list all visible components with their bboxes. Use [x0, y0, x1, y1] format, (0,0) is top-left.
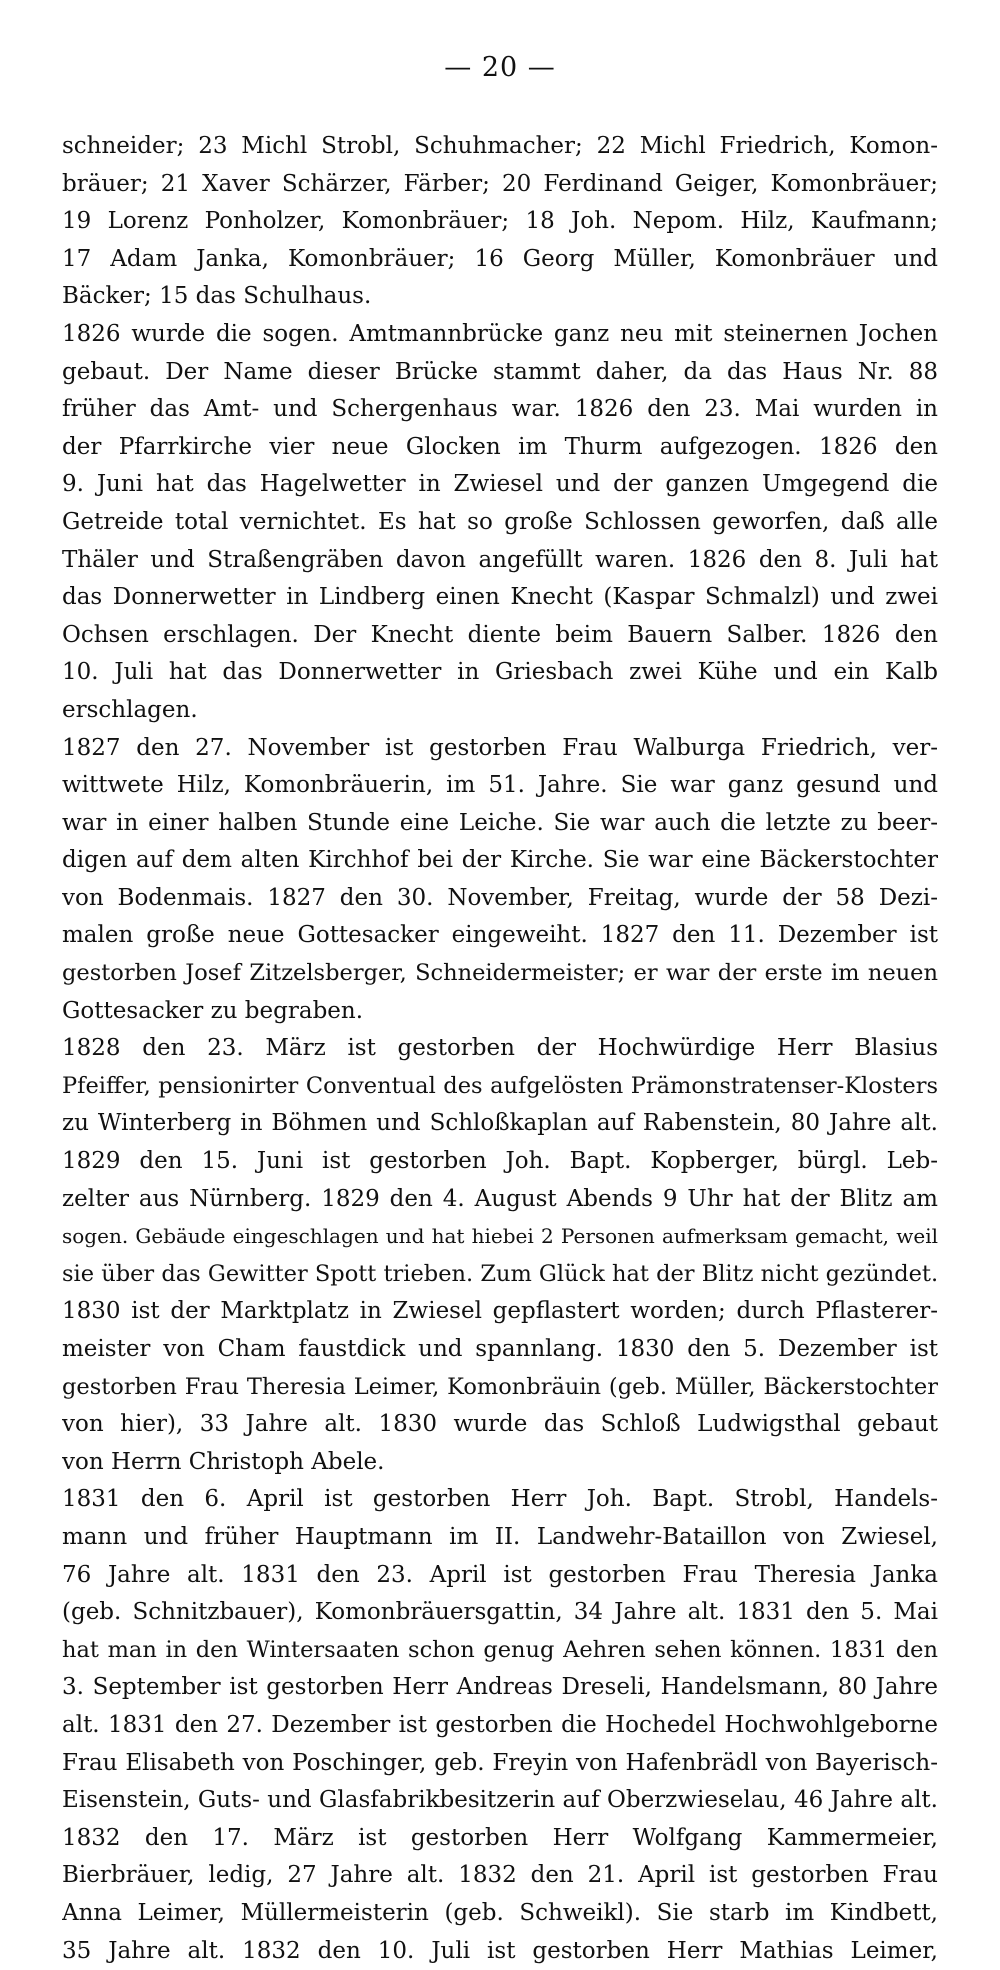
- text-line: von hier), 33 Jahre alt. 1830 wurde das Schloß Ludwigsthal gebaut: [62, 1406, 938, 1444]
- text-line: (geb. Schnitzbauer), Komonbräuersgattin, 34 Jahre alt. 1831 den 5. Mai: [62, 1594, 938, 1632]
- text-line: Bierbräuer, ledig, 27 Jahre alt. 1832 den 21. April ist gestorben Frau: [62, 1857, 938, 1895]
- text-line: von Bodenmais. 1827 den 30. November, Freitag, wurde der 58 Dezi-: [62, 880, 938, 918]
- text-line: sogen. Gebäude eingeschlagen und hat hiebei 2 Personen aufmerksam gemacht, weil: [62, 1218, 938, 1256]
- text-line: Thäler und Straßengräben davon angefüllt waren. 1826 den 8. Juli hat: [62, 542, 938, 580]
- text-line: von Herrn Christoph Abele.: [62, 1444, 938, 1482]
- text-line: digen auf dem alten Kirchhof bei der Kirche. Sie war eine Bäckerstochter: [62, 842, 938, 880]
- text-line: Pfeiffer, pensionirter Conventual des aufgelösten Prämonstratenser-Klosters: [62, 1068, 938, 1106]
- text-line: zu Winterberg in Böhmen und Schloßkaplan auf Rabenstein, 80 Jahre alt.: [62, 1105, 938, 1143]
- text-line: alt. 1831 den 27. Dezember ist gestorben die Hochedel Hochwohlgeborne: [62, 1707, 938, 1745]
- text-line: meister von Cham faustdick und spannlang. 1830 den 5. Dezember ist: [62, 1331, 938, 1369]
- text-line: Getreide total vernichtet. Es hat so große Schlossen geworfen, daß alle: [62, 504, 938, 542]
- text-line: Anna Leimer, Müllermeisterin (geb. Schweikl). Sie starb im Kindbett,: [62, 1895, 938, 1933]
- text-line: hat man in den Wintersaaten schon genug Aehren sehen können. 1831 den: [62, 1632, 938, 1670]
- text-line: 1829 den 15. Juni ist gestorben Joh. Bapt. Kopberger, bürgl. Leb-: [62, 1143, 938, 1181]
- text-line: Gottesacker zu begraben.: [62, 993, 938, 1031]
- text-line: 1827 den 27. November ist gestorben Frau Walburga Friedrich, ver-: [62, 730, 938, 768]
- text-line: 1832 den 17. März ist gestorben Herr Wolfgang Kammermeier,: [62, 1820, 938, 1858]
- text-line: schneider; 23 Michl Strobl, Schuhmacher; 22 Michl Friedrich, Komon-: [62, 128, 938, 166]
- text-line: war in einer halben Stunde eine Leiche. Sie war auch die letzte zu beer-: [62, 805, 938, 843]
- text-line: 1830 ist der Marktplatz in Zwiesel gepflastert worden; durch Pflasterer-: [62, 1293, 938, 1331]
- text-line: der Pfarrkirche vier neue Glocken im Thurm aufgezogen. 1826 den: [62, 429, 938, 467]
- text-line: mann und früher Hauptmann im II. Landwehr-Bataillon von Zwiesel,: [62, 1519, 938, 1557]
- text-line: 9. Juni hat das Hagelwetter in Zwiesel und der ganzen Umgegend die: [62, 466, 938, 504]
- text-line: 3. September ist gestorben Herr Andreas Dreseli, Handelsmann, 80 Jahre: [62, 1669, 938, 1707]
- text-line: früher das Amt- und Schergenhaus war. 1826 den 23. Mai wurden in: [62, 391, 938, 429]
- text-line: Bäcker; 15 das Schulhaus.: [62, 278, 938, 316]
- text-line: 1831 den 6. April ist gestorben Herr Joh. Bapt. Strobl, Handels-: [62, 1481, 938, 1519]
- text-line: zelter aus Nürnberg. 1829 den 4. August Abends 9 Uhr hat der Blitz am: [62, 1181, 938, 1219]
- text-line: gebaut. Der Name dieser Brücke stammt daher, da das Haus Nr. 88: [62, 354, 938, 392]
- text-line: Frau Elisabeth von Poschinger, geb. Freyin von Hafenbrädl von Bayerisch-: [62, 1745, 938, 1783]
- text-line: das Donnerwetter in Lindberg einen Knecht (Kaspar Schmalzl) und zwei: [62, 579, 938, 617]
- body-text: [62, 128, 938, 1970]
- text-line: erschlagen.: [62, 692, 938, 730]
- text-line: malen große neue Gottesacker eingeweiht. 1827 den 11. Dezember ist: [62, 917, 938, 955]
- text-line: wittwete Hilz, Komonbräuerin, im 51. Jahre. Sie war ganz gesund und: [62, 767, 938, 805]
- text-line: 1828 den 23. März ist gestorben der Hochwürdige Herr Blasius: [62, 1030, 938, 1068]
- text-line: sie über das Gewitter Spott trieben. Zum Glück hat der Blitz nicht gezündet.: [62, 1256, 938, 1294]
- text-line: 17 Adam Janka, Komonbräuer; 16 Georg Müller, Komonbräuer und: [62, 241, 938, 279]
- text-line: Ochsen erschlagen. Der Knecht diente beim Bauern Salber. 1826 den: [62, 617, 938, 655]
- text-line: gestorben Josef Zitzelsberger, Schneidermeister; er war der erste im neuen: [62, 955, 938, 993]
- text-line: bräuer; 21 Xaver Schärzer, Färber; 20 Ferdinand Geiger, Komonbräuer;: [62, 166, 938, 204]
- text-line: 76 Jahre alt. 1831 den 23. April ist gestorben Frau Theresia Janka: [62, 1557, 938, 1595]
- text-line: gestorben Frau Theresia Leimer, Komonbräuin (geb. Müller, Bäckerstochter: [62, 1369, 938, 1407]
- text-line: 19 Lorenz Ponholzer, Komonbräuer; 18 Joh. Nepom. Hilz, Kaufmann;: [62, 203, 938, 241]
- text-line: 1826 wurde die sogen. Amtmannbrücke ganz neu mit steinernen Jochen: [62, 316, 938, 354]
- page-number: — 20 —: [0, 52, 1000, 83]
- text-line: 35 Jahre alt. 1832 den 10. Juli ist gestorben Herr Mathias Leimer,: [62, 1933, 938, 1970]
- text-line: 10. Juli hat das Donnerwetter in Griesbach zwei Kühe und ein Kalb: [62, 654, 938, 692]
- text-line: Eisenstein, Guts- und Glasfabrikbesitzerin auf Oberzwieselau, 46 Jahre alt.: [62, 1782, 938, 1820]
